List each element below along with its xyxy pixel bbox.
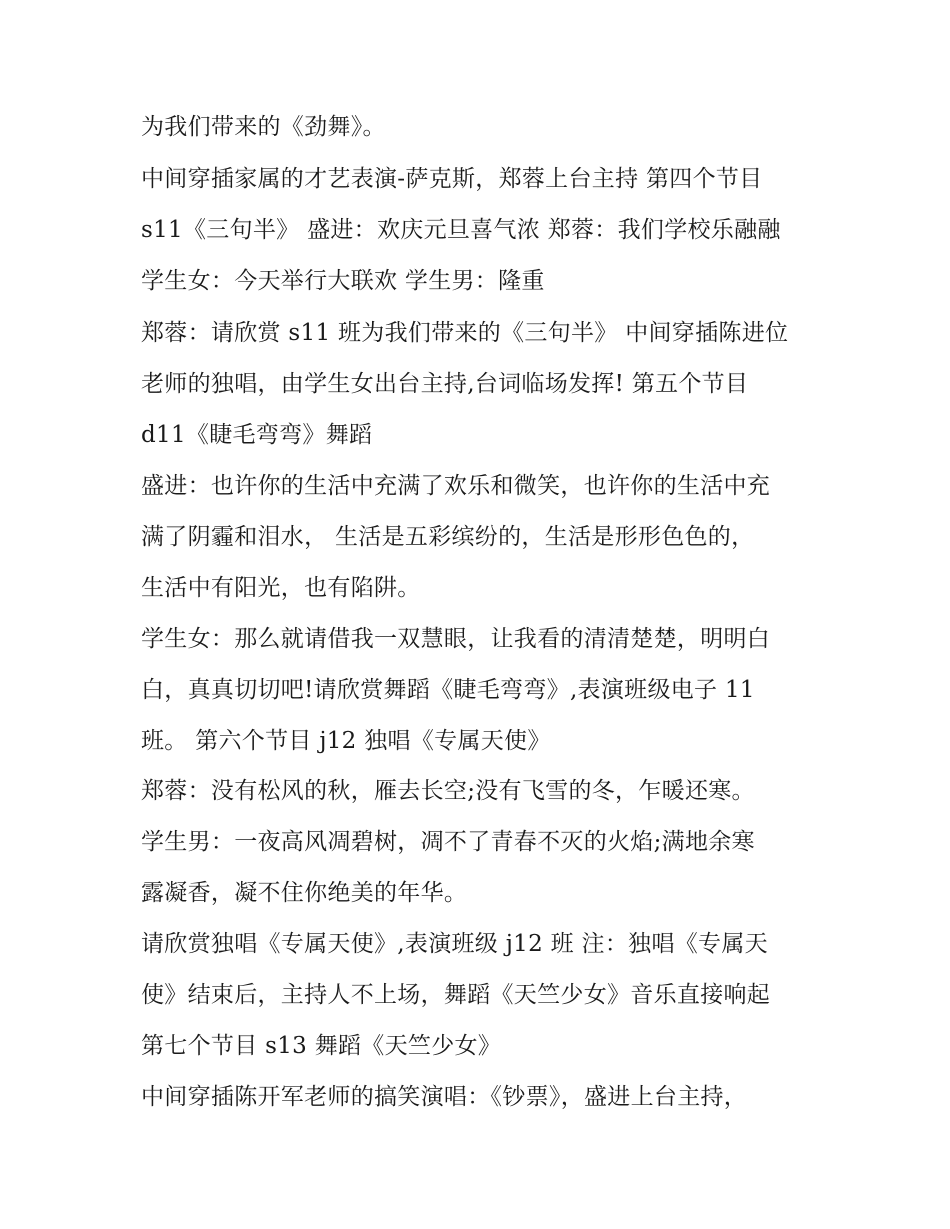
text-line: 白，真真切切吧!请欣赏舞蹈《睫毛弯弯》,表演班级电子 11 (141, 677, 755, 703)
text-line: 郑蓉：没有松风的秋，雁去长空;没有飞雪的冬，乍暖还寒。 (141, 778, 755, 804)
text-line: 为我们带来的《劲舞》。 (141, 114, 386, 140)
text-line: 学生男：一夜高风凋碧树，凋不了青春不灭的火焰;满地余寒 (141, 829, 755, 855)
text-line: 露凝香，凝不住你绝美的年华。 (141, 880, 468, 906)
text-line: 使》结束后，主持人不上场，舞蹈《天竺少女》音乐直接响起 (141, 982, 771, 1008)
text-line: 班。 第六个节目 j12 独唱《专属天使》 (141, 728, 551, 754)
text-line: d11《睫毛弯弯》舞蹈 (141, 422, 373, 448)
text-line: 老师的独唱，由学生女出台主持,台词临场发挥! 第五个节目 (141, 371, 749, 397)
text-line: 郑蓉：请欣赏 s11 班为我们带来的《三句半》 中间穿插陈进位 (141, 320, 789, 346)
text-line: 请欣赏独唱《专属天使》,表演班级 j12 班 注：独唱《专属天 (141, 931, 768, 957)
text-line: 学生女：那么就请借我一双慧眼，让我看的清清楚楚，明明白 (141, 626, 771, 652)
text-line: 学生女：今天举行大联欢 学生男：隆重 (141, 268, 545, 294)
text-line: 满了阴霾和泪水， 生活是五彩缤纷的，生活是形形色色的， (141, 524, 755, 550)
text-line: 第七个节目 s13 舞蹈《天竺少女》 (141, 1033, 502, 1059)
text-line: 盛进：也许你的生活中充满了欢乐和微笑，也许你的生活中充 (141, 473, 771, 499)
text-line: 中间穿插家属的才艺表演-萨克斯，郑蓉上台主持 第四个节目 (141, 166, 763, 192)
text-line: s11《三句半》 盛进：欢庆元旦喜气浓 郑蓉：我们学校乐融融 (141, 217, 781, 243)
text-line: 中间穿插陈开军老师的搞笑演唱：《钞票》，盛进上台主持， (141, 1084, 748, 1110)
text-line: 生活中有阳光，也有陷阱。 (141, 575, 421, 601)
